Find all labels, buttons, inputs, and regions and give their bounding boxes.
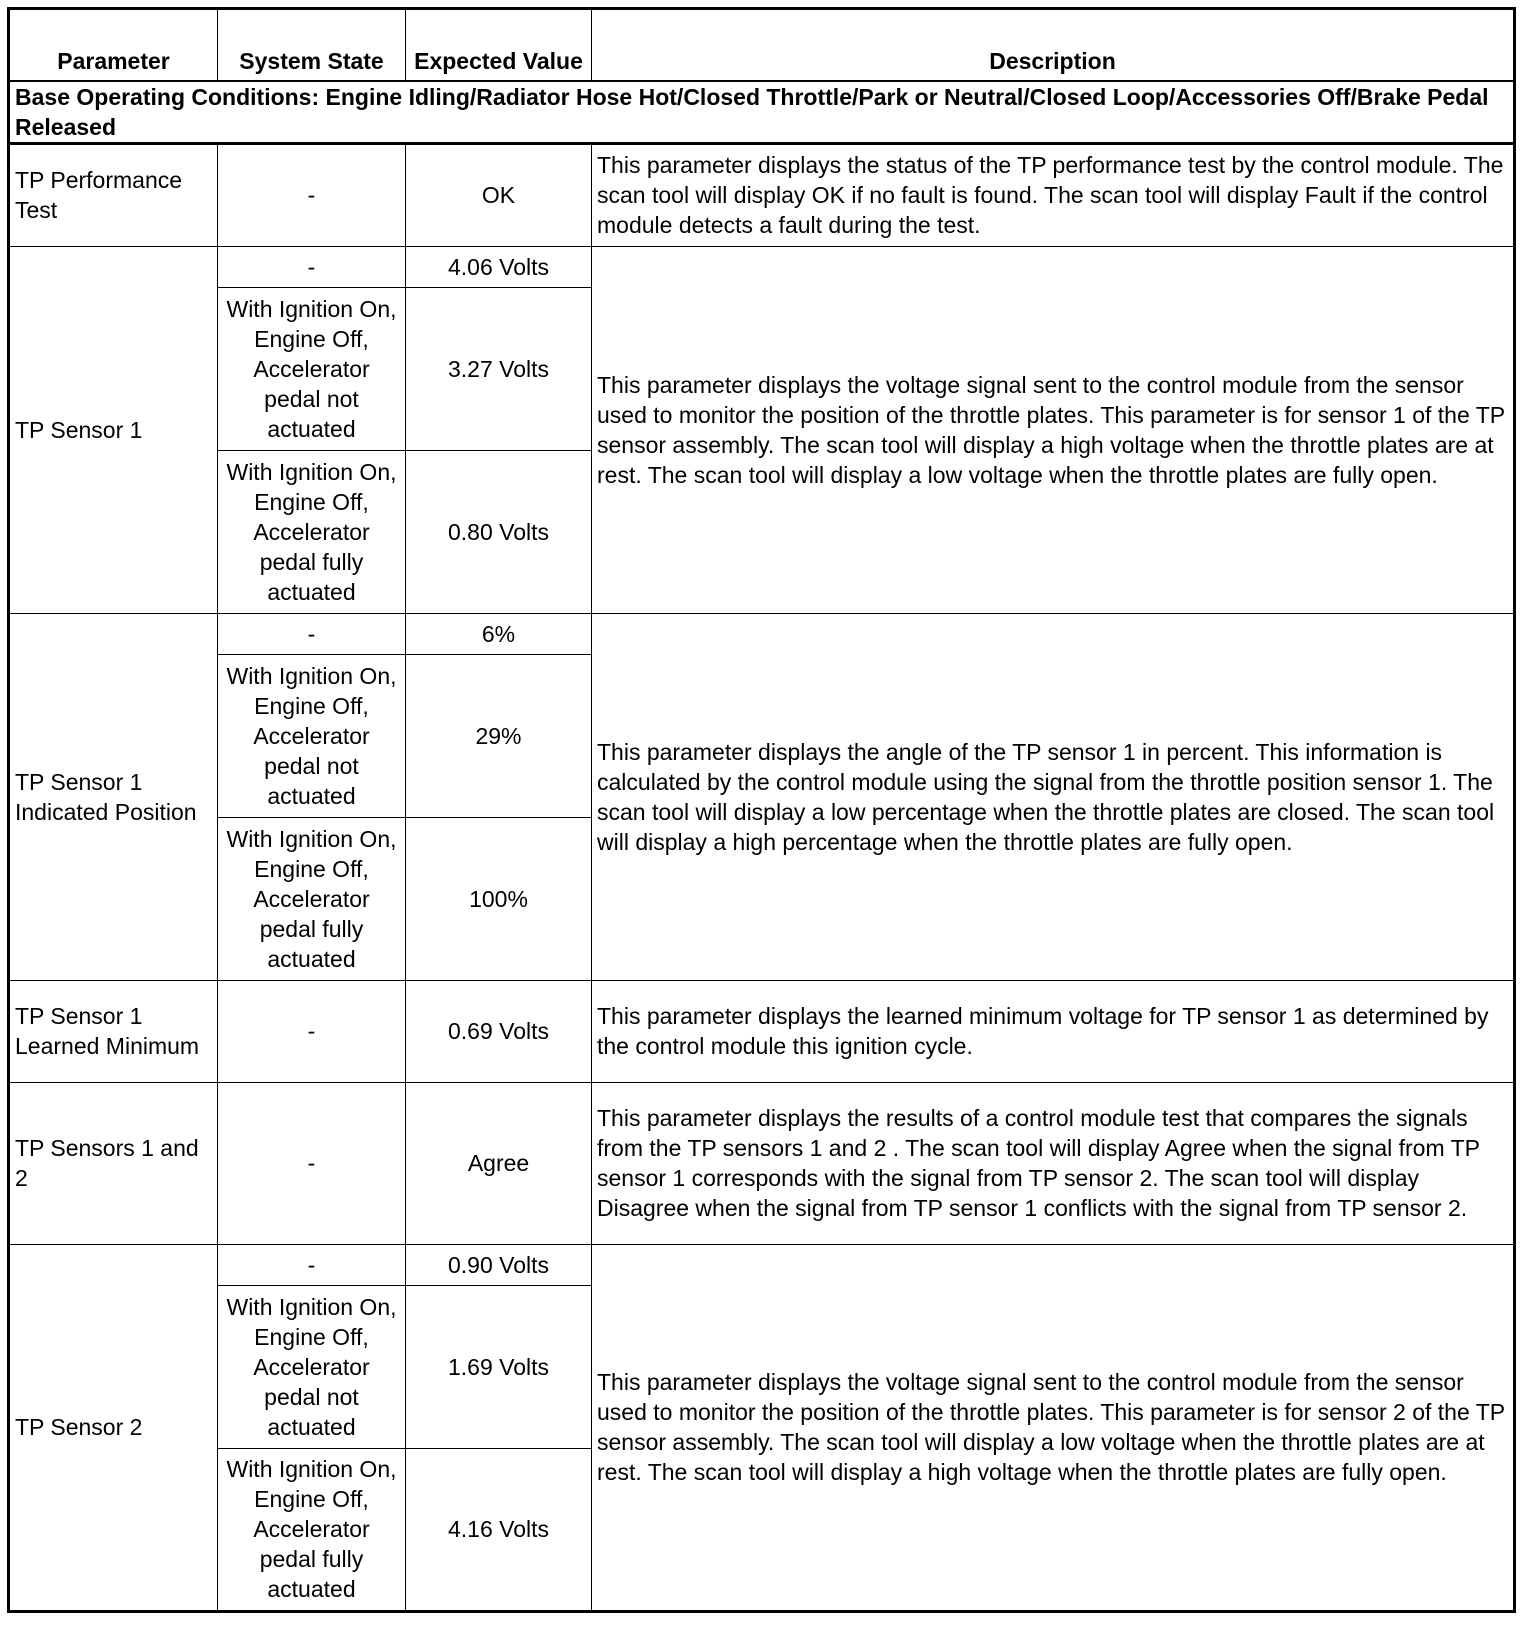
parameter-cell: TP Sensor 1 [9, 246, 218, 613]
expected-value-cell: 4.16 Volts [406, 1448, 592, 1611]
parameter-cell: TP Performance Test [9, 143, 218, 246]
system-state-cell: - [218, 613, 406, 654]
expected-value-cell: 3.27 Volts [406, 287, 592, 450]
parameter-cell: TP Sensor 1 Learned Minimum [9, 980, 218, 1082]
expected-value-cell: 6% [406, 613, 592, 654]
expected-value-cell: OK [406, 143, 592, 246]
header-system-state: System State [218, 9, 406, 81]
description-cell: This parameter displays the voltage signal sent to the control module from the sensor used to monitor the position of the throttle plates. This parameter is for sensor 1 of the TP sensor assembly. The scan tool will display a high voltage when the throttle plates are at rest. The scan tool will display a low voltage when the throttle plates are fully open. [592, 246, 1515, 613]
system-state-cell: With Ignition On, Engine Off, Accelerator pedal fully actuated [218, 1448, 406, 1611]
system-state-cell: With Ignition On, Engine Off, Accelerator pedal not actuated [218, 654, 406, 817]
header-parameter: Parameter [9, 9, 218, 81]
expected-value-cell: 100% [406, 817, 592, 980]
table-row [9, 143, 1515, 246]
table-row [9, 1082, 1515, 1244]
system-state-cell: - [218, 143, 406, 246]
system-state-cell: - [218, 980, 406, 1082]
description-cell: This parameter displays the voltage signal sent to the control module from the sensor used to monitor the position of the throttle plates. This parameter is for sensor 2 of the TP sensor assembly. The scan tool will display a low voltage when the throttle plates are at rest. The scan tool will display a high voltage when the throttle plates are fully open. [592, 1244, 1515, 1611]
system-state-cell: With Ignition On, Engine Off, Accelerator pedal fully actuated [218, 450, 406, 613]
parameter-cell: TP Sensors 1 and 2 [9, 1082, 218, 1244]
description-cell: This parameter displays the learned minimum voltage for TP sensor 1 as determined by the control module this ignition cycle. [592, 980, 1515, 1082]
system-state-cell: - [218, 1244, 406, 1285]
header-expected-value: Expected Value [406, 9, 592, 81]
parameter-table [7, 7, 1516, 1613]
expected-value-cell: 29% [406, 654, 592, 817]
header-row [9, 9, 1515, 81]
description-cell: This parameter displays the results of a control module test that compares the signals from the TP sensors 1 and 2 . The scan tool will display Agree when the signal from TP sensor 1 corresponds with the signal from TP sensor 2. The scan tool will display Disagree when the signal from TP sensor 1 conflicts with the signal from TP sensor 2. [592, 1082, 1515, 1244]
expected-value-cell: Agree [406, 1082, 592, 1244]
system-state-cell: With Ignition On, Engine Off, Accelerator pedal not actuated [218, 1285, 406, 1448]
system-state-cell: - [218, 246, 406, 287]
system-state-cell: With Ignition On, Engine Off, Accelerator pedal fully actuated [218, 817, 406, 980]
expected-value-cell: 0.69 Volts [406, 980, 592, 1082]
parameter-cell: TP Sensor 1 Indicated Position [9, 613, 218, 980]
parameter-cell: TP Sensor 2 [9, 1244, 218, 1611]
system-state-cell: With Ignition On, Engine Off, Accelerator pedal not actuated [218, 287, 406, 450]
table-row [9, 1244, 1515, 1285]
base-conditions: Base Operating Conditions: Engine Idling/Radiator Hose Hot/Closed Throttle/Park or Neutral/Closed Loop/Accessories Off/Brake Pedal Released [9, 81, 1515, 144]
description-cell: This parameter displays the status of the TP performance test by the control module. The scan tool will display OK if no fault is found. The scan tool will display Fault if the control module detects a fault during the test. [592, 143, 1515, 246]
header-description: Description [592, 9, 1515, 81]
expected-value-cell: 4.06 Volts [406, 246, 592, 287]
system-state-cell: - [218, 1082, 406, 1244]
table-row [9, 980, 1515, 1082]
expected-value-cell: 0.90 Volts [406, 1244, 592, 1285]
table-row [9, 613, 1515, 654]
expected-value-cell: 1.69 Volts [406, 1285, 592, 1448]
description-cell: This parameter displays the angle of the TP sensor 1 in percent. This information is calculated by the control module using the signal from the throttle position sensor 1. The scan tool will display a low percentage when the throttle plates are closed. The scan tool will display a high percentage when the throttle plates are fully open. [592, 613, 1515, 980]
table-row [9, 246, 1515, 287]
base-conditions-row [9, 81, 1515, 144]
expected-value-cell: 0.80 Volts [406, 450, 592, 613]
